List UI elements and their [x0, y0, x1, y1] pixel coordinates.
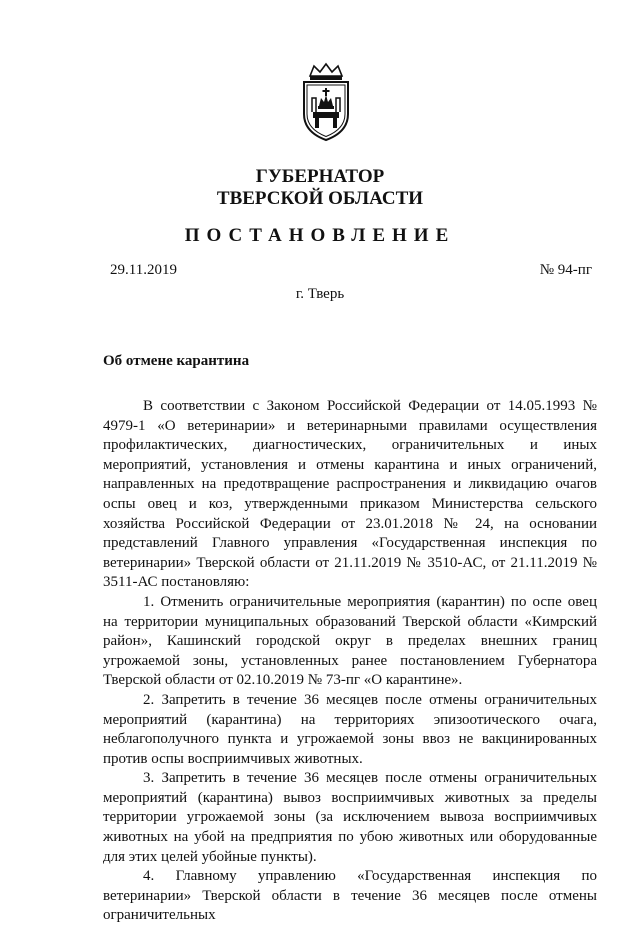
- document-date: 29.11.2019: [110, 262, 177, 278]
- clause-1-paragraph: 1. Отменить ограничительные мероприятия (карантин) по оспе овец на территории муниципальных образований Тверской области «Кимрский район», Кашинский городской округ в пределах внешних границ угрожаемой зоны, установленных ранее постановлением Губернатора Тверской области от 02.10.2019 № 73-пг «О карантине».: [103, 593, 597, 689]
- clause-4-paragraph: 4. Главному управлению «Государственная инспекция по ветеринарии» Тверской области в течение 36 месяцев после отмены ограничительных: [103, 868, 597, 924]
- clause-3-paragraph: 3. Запретить в течение 36 месяцев после отмены ограничительных мероприятий (карантина) вывоз восприимчивых животных за пределы территории угрожаемой зоны (за исключением вывоза восприимчивых животных на убой на предприятия по убою животных или оборудованные для этих целей убойные пункты).: [103, 770, 597, 865]
- authority-title-line1: ГУБЕРНАТОР: [255, 166, 385, 187]
- document-type-heading: ПОСТАНОВЛЕНИЕ: [184, 225, 456, 246]
- tver-coat-of-arms-icon: [296, 62, 356, 142]
- document-subject: Об отмене карантина: [103, 353, 250, 369]
- document-body: [103, 397, 597, 926]
- document-city: г. Тверь: [295, 286, 345, 302]
- clause-2-paragraph: 2. Запретить в течение 36 месяцев после отмены ограничительных мероприятий (карантина) на территориях эпизоотического очага, неблагополучного пункта и угрожаемой зоны ввоз не вакцинированных против оспы восприимчивых животных.: [103, 691, 597, 767]
- authority-title-line2: ТВЕРСКОЙ ОБЛАСТИ: [216, 188, 424, 209]
- preamble-paragraph: В соответствии с Законом Российской Федерации от 14.05.1993 № 4979-1 «О ветеринарии» и ветеринарными правилами осуществления профилактических, диагностических, ограничительных и иных мероприятий, установления и отмены карантина и иных ограничений, направленных на предотвращение распространения и ликвидацию очагов оспы овец и коз, утвержденными приказом Министерства сельского хозяйства Российской Федерации от 23.01.2018 № 24, на основании представлений Главного управления «Государственная инспекция по ветеринарии» Тверской области от 21.11.2019 № 3510-АС, от 21.11.2019 № 3511-АС постановляю:: [103, 398, 597, 591]
- document-number: № 94-пг: [539, 262, 592, 278]
